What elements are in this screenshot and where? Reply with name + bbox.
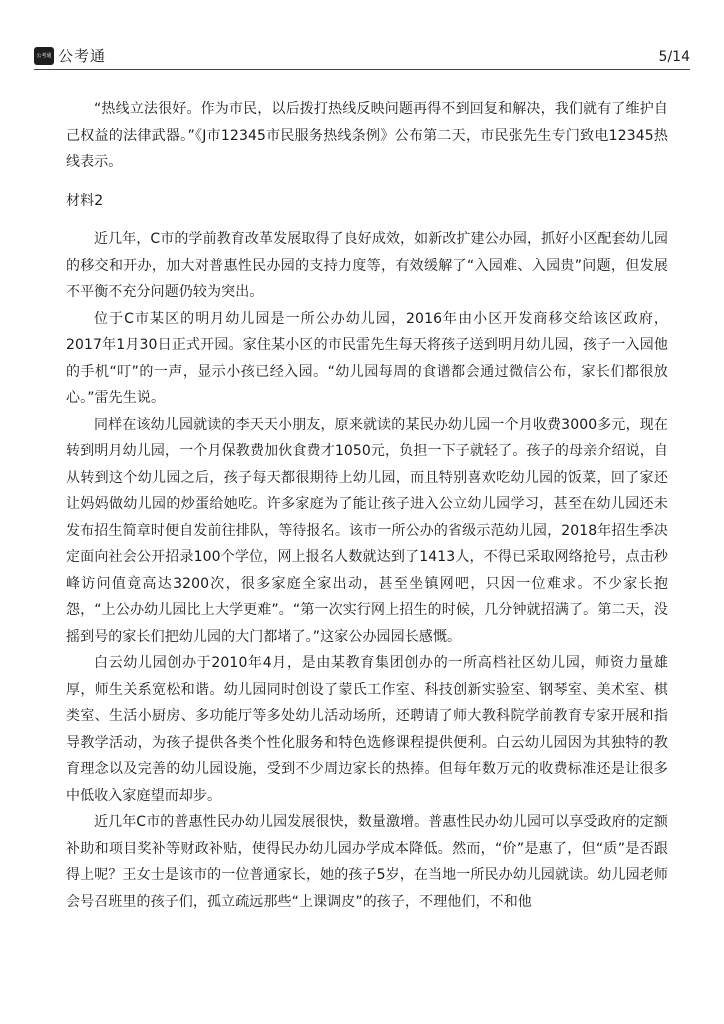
header-divider <box>34 69 690 70</box>
paragraph-puhui: 近几年C市的普惠性民办幼儿园发展很快，数量激增。普惠性民办幼儿园可以享受政府的定额补助和项目奖补等财政补贴，使得民办幼儿园办学成本降低。然而，“价”是惠了，但“质”是否跟得上呢？王女士是该市的一位普通家长，她的孩子5岁，在当地一所民办幼儿园就读。幼儿园老师会号召班里的孩子们，孤立疏远那些“上课调皮”的孩子，不理他们，不和他 <box>66 814 668 910</box>
paragraph-litiantian: 同样在该幼儿园就读的李天天小朋友，原来就读的某民办幼儿园一个月收费3000多元，现在转到明月幼儿园，一个月保教费加伙食费才1050元，负担一下子就轻了。孩子的母亲介绍说，自从转到这个幼儿园之后，孩子每天都很期待上幼儿园，而且特别喜欢吃幼儿园的饭菜，回了家还让妈妈做幼儿园的炒蛋给她吃。许多家庭为了能让孩子进入公立幼儿园学习，甚至在幼儿园还未发布招生简章时便自发前往排队，等待报名。该市一所公办的省级示范幼儿园，2018年招生季决定面向社会公开招录100个学位，网上报名人数就达到了1413人，不得已采取网络抢号，点击秒峰访问值竟高达3200次，很多家庭全家出动，甚至坐镇网吧，只因一位难求。不少家长抱怨，“上公办幼儿园比上大学更难”。“第一次实行网上招生的时候，几分钟就招满了。第二天，没摇到号的家长们把幼儿园的大门都堵了。”这家公办园园长感慨。 <box>66 416 668 645</box>
logo-mark-icon: 公考通 <box>34 47 54 65</box>
document-body <box>66 96 668 915</box>
paragraph-intro: 近几年，C市的学前教育改革发展取得了良好成效，如新改扩建公办园，抓好小区配套幼儿园的移交和开办，加大对普惠性民办园的支持力度等，有效缓解了“入园难、入园贵”问题，但发展不平衡不充分问题仍较为突出。 <box>66 231 668 300</box>
logo-text: 公考通 <box>58 47 107 65</box>
section-heading-material-2: 材料2 <box>66 192 104 209</box>
page-header <box>34 42 690 70</box>
paragraph-quote: “热线立法很好。作为市民，以后拨打热线反映问题再得不到回复和解决，我们就有了维护自己权益的法律武器。”《J市12345市民服务热线条例》公布第二天，市民张先生专门致电12345热线表示。 <box>66 101 668 170</box>
page-number: 5/14 <box>658 49 690 65</box>
paragraph-mingyue: 位于C市某区的明月幼儿园是一所公办幼儿园，2016年由小区开发商移交给该区政府，2017年1月30日正式开园。家住某小区的市民雷先生每天将孩子送到明月幼儿园，孩子一入园他的手机“叮”的一声，显示小孩已经入园。“幼儿园每周的食谱都会通过微信公布，家长们都很放心。”雷先生说。 <box>66 310 668 406</box>
logo <box>34 45 106 66</box>
paragraph-baiyun: 白云幼儿园创办于2010年4月，是由某教育集团创办的一所高档社区幼儿园，师资力量雄厚，师生关系宽松和谐。幼儿园同时创设了蒙氏工作室、科技创新实验室、钢琴室、美术室、棋类室、生活小厨房、多功能厅等多处幼儿活动场所，还聘请了师大教科院学前教育专家开展和指导教学活动，为孩子提供各类个性化服务和特色选修课程提供便利。白云幼儿园因为其独特的教育理念以及完善的幼儿园设施，受到不少周边家长的热捧。但每年数万元的收费标准还是让很多中低收入家庭望而却步。 <box>66 655 668 804</box>
